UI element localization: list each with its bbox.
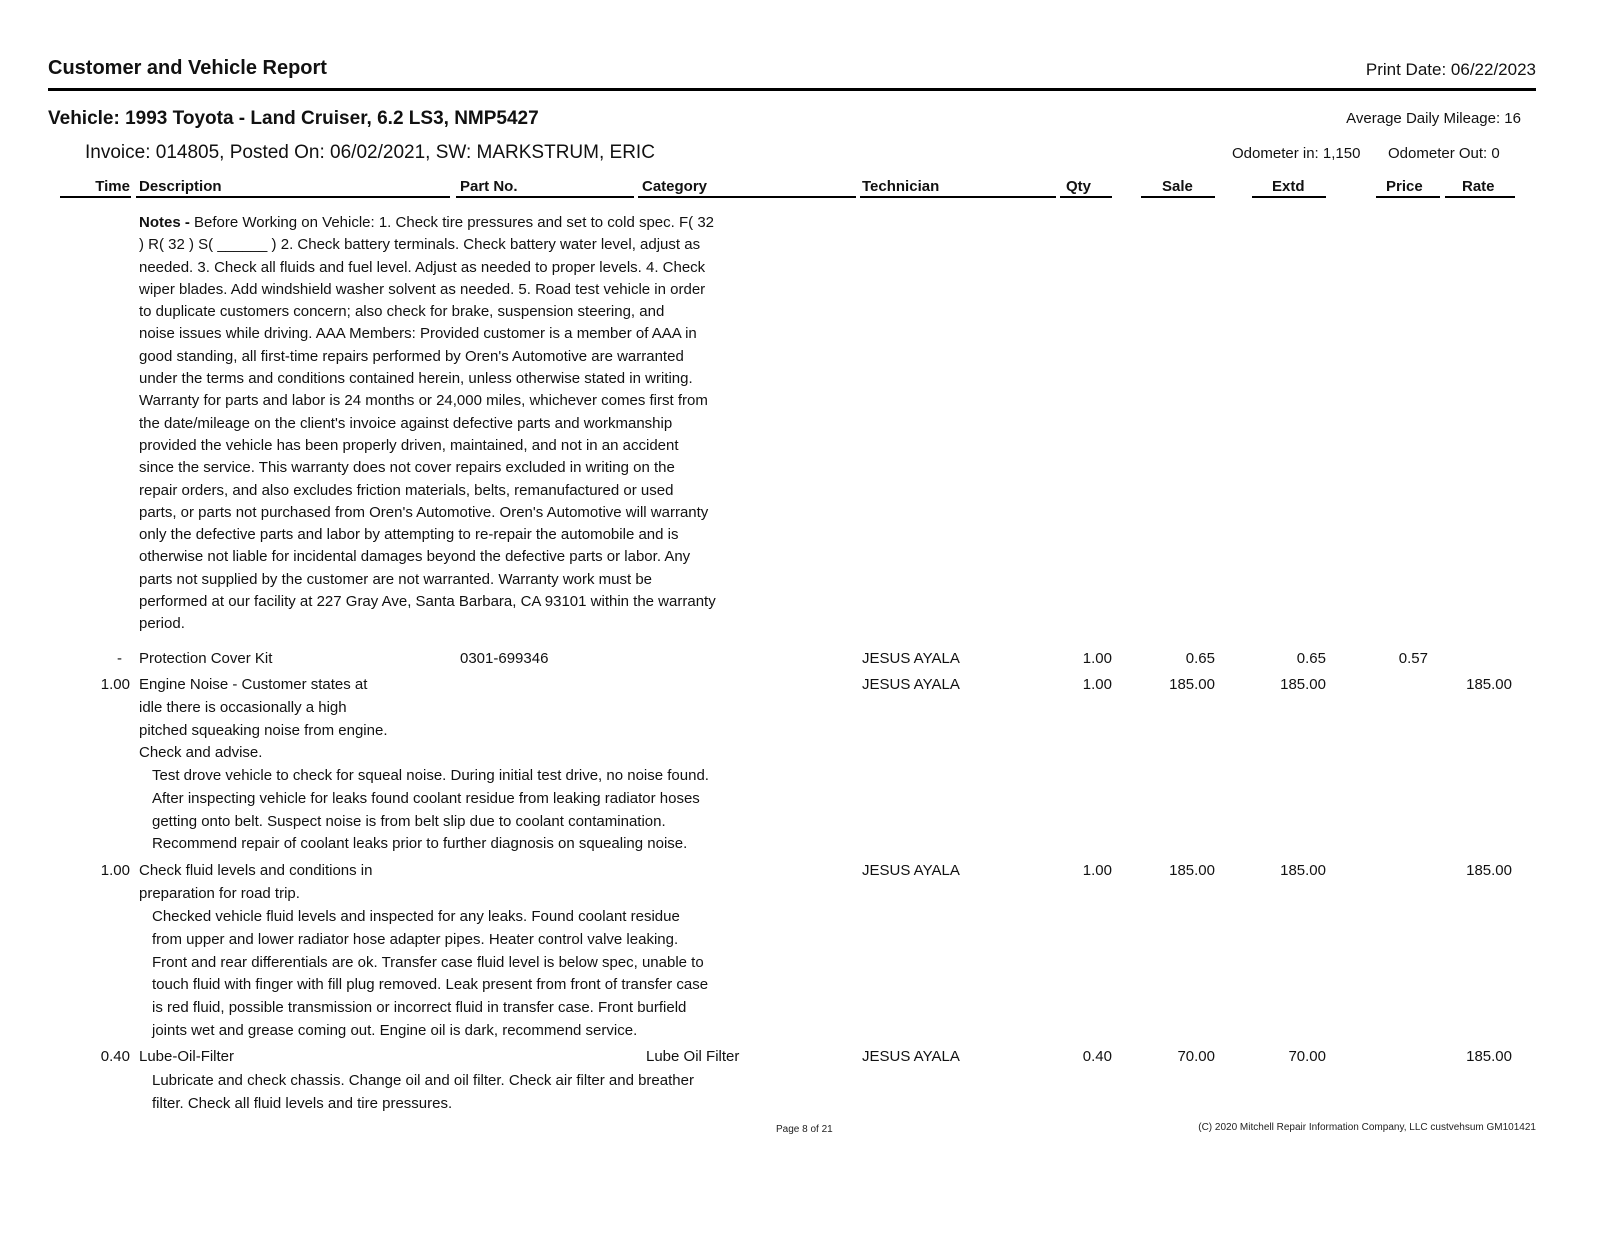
notes-line: noise issues while driving. AAA Members: Provided customer is a member of AAA in — [139, 325, 697, 343]
notes-line: the date/mileage on the client's invoice against defective parts and workmanship — [139, 414, 673, 432]
row-qty: 0.40 — [1082, 1048, 1112, 1065]
average-daily-mileage: Average Daily Mileage: 16 — [1346, 110, 1521, 127]
col-header-price: Price — [1386, 178, 1423, 195]
col-header-technician: Technician — [862, 178, 940, 195]
row-sale: 185.00 — [1169, 862, 1215, 879]
notes-line: only the defective parts and labor by attempting to re-repair the automobile and is — [139, 526, 679, 544]
notes-line: good standing, all first-time repairs performed by Oren's Automotive are warranted — [139, 347, 684, 365]
col-rule-price — [1376, 196, 1440, 198]
row-time: 1.00 — [100, 862, 130, 879]
row-rate: 185.00 — [1466, 1048, 1512, 1065]
notes-first-line: Before Working on Vehicle: 1. Check tire pressures and set to cold spec. F( 32 — [194, 214, 714, 231]
row-price: 0.57 — [1398, 650, 1428, 667]
row-time: - — [117, 650, 122, 667]
col-header-description: Description — [139, 178, 222, 195]
col-header-part-no: Part No. — [460, 178, 518, 195]
row-extd: 0.65 — [1296, 650, 1326, 667]
row-technician: JESUS AYALA — [862, 1048, 960, 1065]
row-time: 0.40 — [100, 1048, 130, 1065]
row-detail: Lubricate and check chassis. Change oil and oil filter. Check air filter and breather filter. Check all fluid levels and tire pressures. — [152, 1072, 694, 1112]
row-detail: Test drove vehicle to check for squeal noise. During initial test drive, no noise found. After inspecting vehicle for leaks found coolant residue from leaking radiator hoses getting onto belt. Suspect noise is from belt slip due to coolant contamination. Recommend repair of coolant leaks prior to further diagnosis on squealing noise. — [152, 767, 709, 853]
notes-line: performed at our facility at 227 Gray Ave, Santa Barbara, CA 93101 within the warranty — [139, 593, 716, 611]
notes-line: provided the vehicle has been properly driven, maintained, and not in an accident — [139, 436, 679, 454]
copyright-line: (C) 2020 Mitchell Repair Information Company, LLC custvehsum GM101421 — [1198, 1122, 1536, 1133]
notes-line: to duplicate customers concern; also check for brake, suspension steering, and — [139, 303, 665, 321]
notes-line: otherwise not liable for incidental damages beyond the defective parts or labor. Any — [139, 548, 691, 566]
col-header-category: Category — [642, 178, 708, 195]
col-header-rate: Rate — [1462, 178, 1495, 195]
vehicle-label: Vehicle: 1993 Toyota - Land Cruiser, 6.2 LS3, NMP5427 — [48, 108, 539, 129]
row-description: Check fluid levels and conditions in preparation for road trip. — [139, 862, 373, 902]
row-qty: 1.00 — [1082, 650, 1112, 667]
invoice-line: Invoice: 014805, Posted On: 06/02/2021, SW: MARKSTRUM, ERIC — [85, 142, 655, 163]
row-time: 1.00 — [100, 676, 130, 693]
row-category: Lube Oil Filter — [646, 1048, 740, 1065]
row-part-no: 0301-699346 — [460, 650, 549, 667]
row-technician: JESUS AYALA — [862, 862, 960, 879]
row-sale: 0.65 — [1185, 650, 1215, 667]
row-extd: 70.00 — [1288, 1048, 1326, 1065]
row-extd: 185.00 — [1280, 676, 1326, 693]
row-description: Engine Noise - Customer states at idle there is occasionally a high pitched squeaking noise from engine. Check and advise. — [139, 676, 388, 762]
col-header-time: Time — [95, 178, 130, 195]
row-sale: 185.00 — [1169, 676, 1215, 693]
row-technician: JESUS AYALA — [862, 676, 960, 693]
notes-block — [139, 212, 789, 636]
col-rule-part-no — [456, 196, 634, 198]
col-rule-sale — [1141, 196, 1215, 198]
row-extd: 185.00 — [1280, 862, 1326, 879]
notes-line: under the terms and conditions contained herein, unless otherwise stated in writing. — [139, 370, 693, 388]
notes-line: parts, or parts not purchased from Oren's Automotive. Oren's Automotive will warranty — [139, 503, 709, 521]
notes-label: Notes - — [139, 214, 195, 231]
notes-line: ) R( 32 ) S( ______ ) 2. Check battery terminals. Check battery water level, adjust as — [139, 236, 701, 254]
row-qty: 1.00 — [1082, 676, 1112, 693]
col-rule-time — [60, 196, 131, 198]
row-sale: 70.00 — [1177, 1048, 1215, 1065]
col-rule-category — [638, 196, 856, 198]
col-rule-extd — [1252, 196, 1326, 198]
notes-line: repair orders, and also excludes friction materials, belts, remanufactured or used — [139, 481, 674, 499]
odometer-in: Odometer in: 1,150 — [1232, 145, 1361, 162]
print-date: Print Date: 06/22/2023 — [1365, 60, 1536, 79]
notes-line: needed. 3. Check all fluids and fuel level. Adjust as needed to proper levels. 4. Check — [139, 258, 706, 276]
col-header-extd: Extd — [1272, 178, 1305, 195]
col-rule-description — [136, 196, 450, 198]
row-technician: JESUS AYALA — [862, 650, 960, 667]
row-description: Lube-Oil-Filter — [139, 1048, 235, 1065]
col-header-sale: Sale — [1162, 178, 1193, 195]
notes-line: parts not supplied by the customer are not warranted. Warranty work must be — [139, 570, 653, 588]
col-rule-technician — [860, 196, 1056, 198]
row-rate: 185.00 — [1466, 862, 1512, 879]
row-qty: 1.00 — [1082, 862, 1112, 879]
notes-line: wiper blades. Add windshield washer solvent as needed. 5. Road test vehicle in order — [139, 280, 706, 298]
row-description: Protection Cover Kit — [139, 650, 273, 667]
col-header-qty: Qty — [1066, 178, 1092, 195]
col-rule-qty — [1060, 196, 1112, 198]
page-number: Page 8 of 21 — [776, 1124, 833, 1135]
odometer-out: Odometer Out: 0 — [1388, 145, 1500, 162]
report-title: Customer and Vehicle Report — [48, 57, 327, 79]
notes-line: Warranty for parts and labor is 24 months or 24,000 miles, whichever comes first from — [139, 392, 708, 410]
col-rule-rate — [1445, 196, 1515, 198]
notes-line: since the service. This warranty does not cover repairs excluded in writing on the — [139, 459, 675, 477]
row-detail: Checked vehicle fluid levels and inspected for any leaks. Found coolant residue from upper and lower radiator hose adapter pipes. Heater control valve leaking. Front and rear differentials are ok. Transfer case fluid level is below spec, unable to touch fluid with finger with fill plug removed. Leak present from front of transfer case is red fluid, possible transmission or incorrect fluid in transfer case. Front burfield joints wet and grease coming out. Engine oil is dark, recommend service. — [152, 908, 709, 1039]
row-rate: 185.00 — [1466, 676, 1512, 693]
notes-line: period. — [139, 615, 185, 633]
header-rule — [48, 88, 1536, 91]
